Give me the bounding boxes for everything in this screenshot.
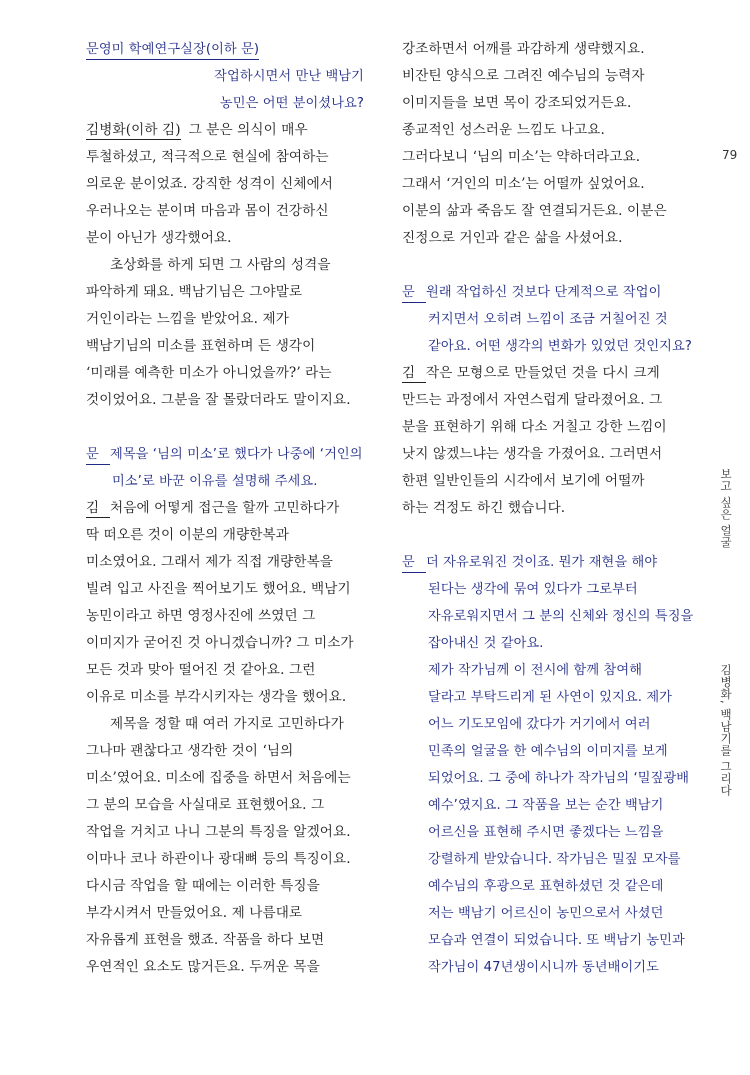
answer-line [86,927,386,954]
line-text: 부각시켜서 만들었어요. 제 나름대로 [86,905,303,921]
answer-line [402,36,702,63]
line-text: 진정으로 거인과 같은 삶을 사셨어요. [402,230,623,246]
answer-line [86,171,386,198]
interviewer-line [402,927,702,954]
line-text: 강렬하게 받았습니다. 작가님은 밀짚 모자를 [428,852,681,867]
line-text: 달라고 부탁드리게 된 사연이 있지요. 제가 [428,690,673,705]
answer-line [86,738,386,765]
line-text: 이마나 코나 하관이나 광대뼈 등의 특징이요. [86,851,351,867]
line-text: 만드는 과정에서 자연스럽게 달라졌어요. 그 [402,392,663,408]
answer-line [86,522,386,549]
line-text: 분이 아닌가 생각했어요. [86,230,232,246]
interviewer-line [402,576,702,603]
answer-line [86,333,386,360]
interviewer-line [402,549,702,576]
speaker-label: 문 [86,446,110,465]
interviewer-line [402,819,702,846]
answer-line [86,792,386,819]
interviewer-line [86,468,386,495]
interviewer-line [402,873,702,900]
answer-line [402,171,702,198]
interviewer-line [402,765,702,792]
line-text: 다시금 작업을 할 때에는 이러한 특징을 [86,878,320,894]
line-text: 같아요. 어떤 생각의 변화가 있었던 것인지요? [428,339,692,354]
line-text: 농민이라고 하면 영정사진에 쓰였던 그 [86,608,316,624]
line-text: 이미지들을 보면 목이 강조되었거든요. [402,95,632,111]
answer-line [402,360,702,387]
interviewer-line [86,90,386,117]
line-text: 민족의 얼굴을 한 예수님의 이미지를 보게 [428,744,668,759]
line-text: 어르신을 표현해 주시면 좋겠다는 느낌을 [428,825,664,840]
line-text: 미소’로 바꾼 이유를 설명해 주세요. [112,474,318,489]
answer-line [86,198,386,225]
line-text: 자유롭게 표현을 했죠. 작품을 하다 보면 [86,932,325,948]
answer-line [86,765,386,792]
line-text: 그나마 괜찮다고 생각한 것이 ‘님의 [86,743,294,759]
answer-line [86,630,386,657]
answer-line [402,414,702,441]
answer-line [86,954,386,981]
line-text: 작업을 거치고 나니 그분의 특징을 알겠어요. [86,824,351,840]
line-text: 그러다보니 ‘님의 미소’는 약하더라고요. [402,149,641,165]
right-column [402,36,702,981]
speaker-label: 문 [402,554,426,573]
answer-line [86,873,386,900]
answer-line [86,117,386,144]
interviewer-line [402,792,702,819]
line-text: 백남기님의 미소를 표현하며 든 생각이 [86,338,316,354]
line-text: 예수’였지요. 그 작품을 보는 순간 백남기 [428,798,664,813]
speaker-label: 김병화(이하 김) [86,122,181,138]
line-text: 비잔틴 양식으로 그려진 예수님의 능력자 [402,68,645,84]
line-text: 이분의 삶과 죽음도 잘 연결되거든요. 이분은 [402,203,667,219]
line-text: 된다는 생각에 묶여 있다가 그로부터 [428,582,638,597]
answer-line [86,549,386,576]
line-text: 그 분의 모습을 사실대로 표현했어요. 그 [86,797,325,813]
line-text: 모습과 연결이 되었습니다. 또 백남기 농민과 [428,933,685,948]
line-text: 그래서 ‘거인의 미소’는 어떨까 싶었어요. [402,176,645,192]
speaker-label: 문 [402,284,426,303]
answer-line [86,144,386,171]
line-text: 이미지가 굳어진 것 아니겠습니까? 그 미소가 [86,635,354,651]
answer-line [402,387,702,414]
interviewer-line [402,846,702,873]
interviewer-line [402,900,702,927]
paragraph-gap [402,252,702,279]
interviewer-line [86,63,386,90]
answer-line [86,684,386,711]
speaker-label: 김 [402,364,426,383]
line-text: 한편 일반인들의 시각에서 보기에 어떨까 [402,473,645,489]
line-text: 제목을 ‘님의 미소’로 했다가 나중에 ‘거인의 [110,447,363,462]
answer-line [402,198,702,225]
answer-line [86,846,386,873]
line-text: 제목을 정할 때 여러 가지로 고민하다가 [110,716,344,732]
interviewer-line [402,279,702,306]
line-text: 되었어요. 그 중에 하나가 작가님의 ‘밀짚광배 [428,771,690,786]
line-text: 예수님의 후광으로 표현하셨던 것 같은데 [428,879,664,894]
answer-line [86,900,386,927]
line-text: 강조하면서 어깨를 과감하게 생략했지요. [402,41,645,57]
line-text: 우러나오는 분이며 마음과 몸이 건강하신 [86,203,329,219]
line-text: 딱 떠오른 것이 이분의 개량한복과 [86,527,289,543]
paragraph-gap [86,414,386,441]
interviewer-line [402,711,702,738]
line-text: 저는 백남기 어르신이 농민으로서 사셨던 [428,906,664,921]
line-text: 하는 걱정도 하긴 했습니다. [402,500,566,516]
article-title-label: 김병화, 백남기를 그리다 [719,664,733,797]
line-text: 분을 표현하기 위해 다소 거칠고 강한 느낌이 [402,419,667,435]
answer-line [86,252,386,279]
line-text: 것이었어요. 그분을 잘 몰랐더라도 말이지요. [86,392,351,408]
paragraph-gap [402,522,702,549]
answer-line [86,225,386,252]
line-text: 처음에 어떻게 접근을 할까 고민하다가 [110,500,340,516]
answer-line [402,117,702,144]
line-text: 그 분은 의식이 매우 [188,122,308,138]
line-text: 커지면서 오히려 느낌이 조금 거칠어진 것 [428,312,668,327]
answer-line [86,657,386,684]
line-text: 의로운 분이었죠. 강직한 성격이 신체에서 [86,176,334,192]
line-text: 어느 기도모임에 갔다가 거기에서 여러 [428,717,651,732]
left-column [86,36,386,981]
speaker-label: 문영미 학예연구실장(이하 문) [86,41,259,60]
answer-line [86,387,386,414]
line-text: 초상화를 하게 되면 그 사람의 성격을 [110,257,331,273]
line-text: 잡아내신 것 같아요. [428,636,544,651]
section-label: 보고 싶은 얼굴 [719,468,733,549]
interviewer-line [402,684,702,711]
answer-line [402,495,702,522]
line-text: 이유로 미소를 부각시키자는 생각을 했어요. [86,689,347,705]
line-text: 모든 것과 맞아 떨어진 것 같아요. 그런 [86,662,316,678]
interviewer-line [86,36,386,63]
line-text: 작업하시면서 만난 백남기 [214,69,364,84]
answer-line [86,819,386,846]
interviewer-line [402,333,702,360]
answer-line [402,468,702,495]
line-text: 미소’였어요. 미소에 집중을 하면서 처음에는 [86,770,351,786]
line-text: 자유로워지면서 그 분의 신체와 정신의 특징을 [428,609,694,624]
interviewer-line [402,630,702,657]
answer-line [402,63,702,90]
answer-line [86,360,386,387]
line-text: 파악하게 돼요. 백남기님은 그야말로 [86,284,303,300]
answer-line [402,144,702,171]
line-text: ‘미래를 예측한 미소가 아니었을까?’ 라는 [86,365,332,381]
line-text: 빌려 입고 사진을 찍어보기도 했어요. 백남기 [86,581,351,597]
line-text: 원래 작업하신 것보다 단계적으로 작업이 [426,285,662,300]
line-text: 투철하셨고, 적극적으로 현실에 참여하는 [86,149,329,165]
answer-line [86,576,386,603]
page-number: 79 [722,148,738,162]
answer-line [402,90,702,117]
interviewer-line [402,657,702,684]
line-text: 작은 모형으로 만들었던 것을 다시 크게 [426,365,660,381]
interviewer-line [402,306,702,333]
answer-line [402,225,702,252]
interviewer-line [402,603,702,630]
line-text: 작가님이 47년생이시니까 동년배이기도 [428,960,659,975]
answer-line [86,711,386,738]
answer-line [402,441,702,468]
line-text: 우연적인 요소도 많거든요. 두꺼운 목을 [86,959,320,975]
interviewer-line [86,441,386,468]
line-text: 농민은 어떤 분이셨나요? [219,96,364,111]
line-text: 거인이라는 느낌을 받았어요. 제가 [86,311,289,327]
answer-line [86,306,386,333]
line-text: 종교적인 성스러운 느낌도 나고요. [402,122,605,138]
interviewer-line [402,738,702,765]
answer-line [86,603,386,630]
speaker-label: 김 [86,499,110,518]
line-text: 더 자유로워진 것이죠. 뭔가 재현을 해야 [426,555,658,570]
line-text: 미소였어요. 그래서 제가 직접 개량한복을 [86,554,334,570]
line-text: 낫지 않겠느냐는 생각을 가졌어요. 그러면서 [402,446,663,462]
line-text: 제가 작가님께 이 전시에 함께 참여해 [428,663,643,678]
interviewer-line [402,954,702,981]
answer-line [86,279,386,306]
answer-line [86,495,386,522]
